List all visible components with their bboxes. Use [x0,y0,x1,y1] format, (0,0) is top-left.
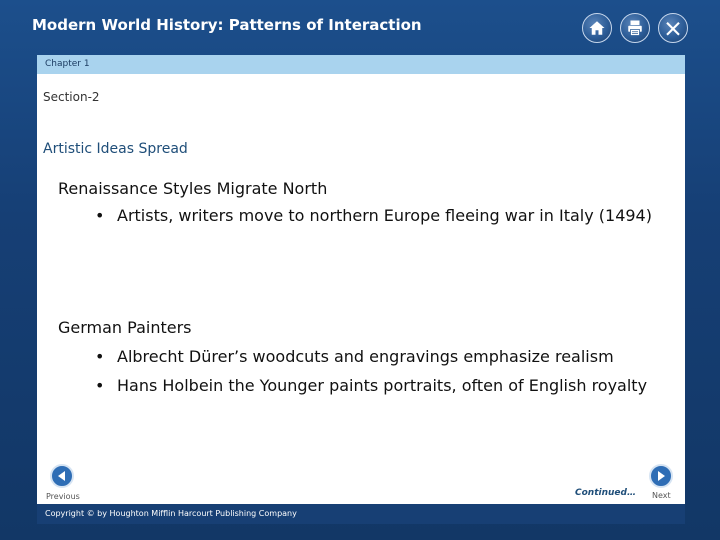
previous-label: Previous [46,492,80,501]
bullet-text: Artists, writers move to northern Europe fleeing war in Italy (1494) [117,206,652,225]
next-label: Next [652,491,671,500]
bullet-dot: • [95,376,105,395]
bullet-text: Hans Holbein the Younger paints portraits, often of English royalty [117,376,648,395]
app-title: Modern World History: Patterns of Interaction [32,16,422,34]
slide-content [37,74,685,504]
copyright-bar [37,504,685,524]
bullet-dot: • [95,347,105,366]
continued-label: Continued… [575,488,636,498]
bullet-text: Albrecht Dürer’s woodcuts and engravings emphasize realism [117,347,614,366]
block-heading: Renaissance Styles Migrate North [58,179,328,198]
bullet-dot: • [95,206,105,225]
close-button[interactable] [658,13,688,43]
bullet-item [95,347,614,366]
copyright-text: Copyright © by Houghton Mifflin Harcourt Publishing Company [45,509,297,518]
topic-title: Artistic Ideas Spread [43,141,188,157]
home-icon [588,19,606,37]
next-button[interactable] [649,464,673,488]
arrow-left-icon [56,470,68,482]
chapter-label: Chapter 1 [45,59,90,69]
previous-button[interactable] [50,464,74,488]
block-heading: German Painters [58,318,192,337]
chapter-bar [37,55,685,74]
print-button[interactable] [620,13,650,43]
bullet-item [95,206,652,225]
printer-icon [626,19,644,37]
home-button[interactable] [582,13,612,43]
header-nav [582,13,688,43]
close-icon [664,19,682,37]
section-label: Section-2 [43,90,100,104]
bullet-item [95,376,647,395]
arrow-right-icon [655,470,667,482]
